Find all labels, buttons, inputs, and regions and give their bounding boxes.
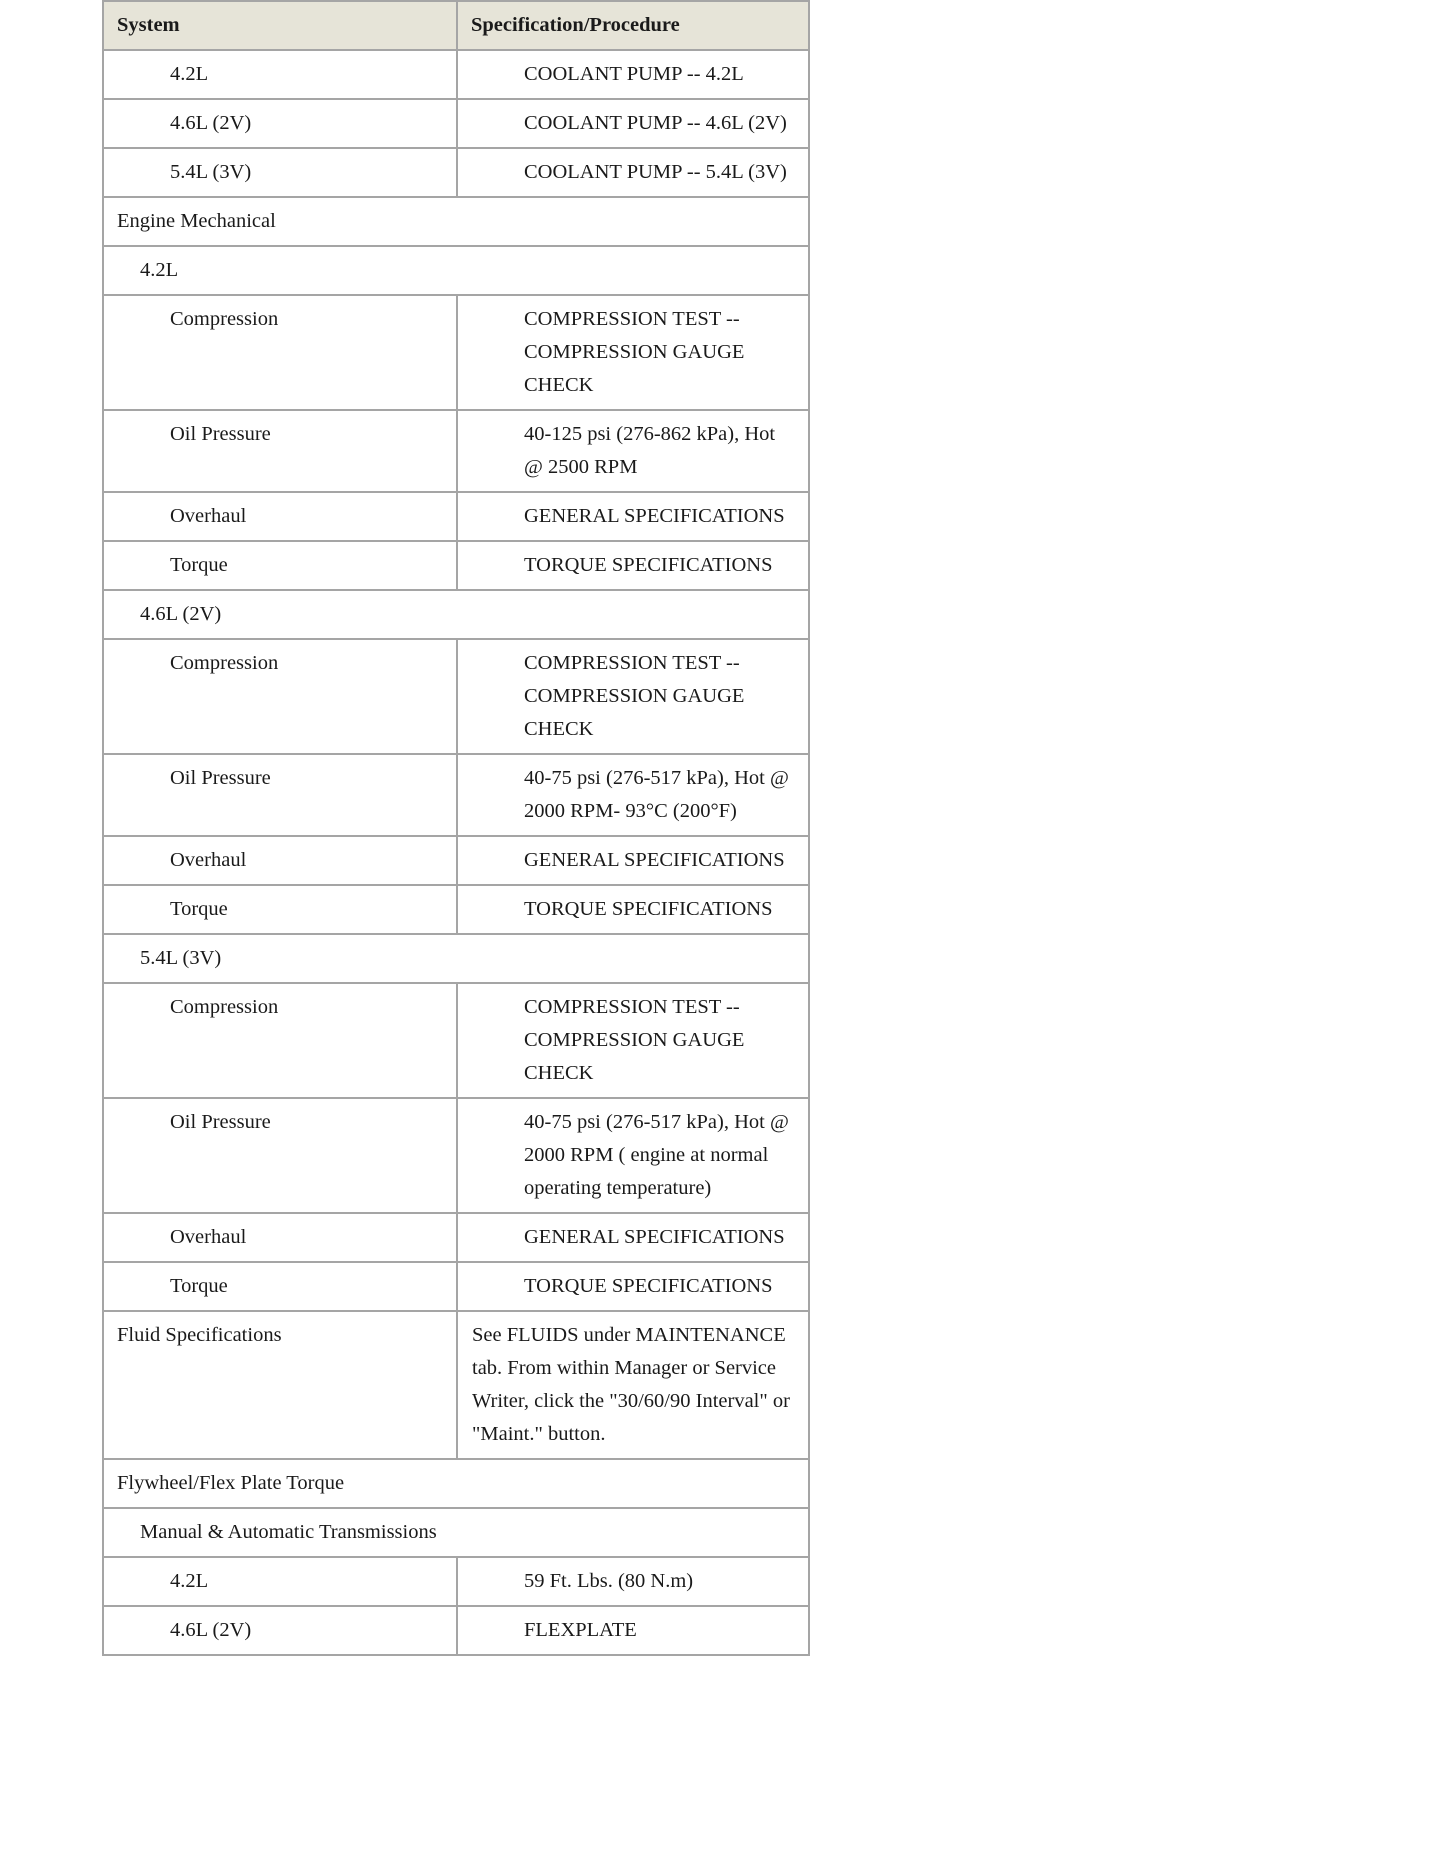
table-row — [103, 148, 809, 197]
system-cell: 4.6L (2V) — [103, 99, 457, 148]
spec-cell: COMPRESSION TEST -- COMPRESSION GAUGE CHECK — [457, 983, 809, 1098]
spec-cell: TORQUE SPECIFICATIONS — [457, 541, 809, 590]
spec-cell: TORQUE SPECIFICATIONS — [457, 1262, 809, 1311]
spec-cell: COMPRESSION TEST -- COMPRESSION GAUGE CHECK — [457, 639, 809, 754]
spec-cell: 40-125 psi (276-862 kPa), Hot @ 2500 RPM — [457, 410, 809, 492]
system-cell: Compression — [103, 295, 457, 410]
system-cell: Overhaul — [103, 492, 457, 541]
system-cell: Fluid Specifications — [103, 1311, 457, 1459]
system-cell: 4.2L — [103, 50, 457, 99]
section-row — [103, 1459, 809, 1508]
table-row — [103, 99, 809, 148]
system-cell: 4.6L (2V) — [103, 1606, 457, 1655]
table-row — [103, 492, 809, 541]
spec-cell: 40-75 psi (276-517 kPa), Hot @ 2000 RPM- 93°C (200°F) — [457, 754, 809, 836]
system-cell: Compression — [103, 983, 457, 1098]
spec-cell: GENERAL SPECIFICATIONS — [457, 836, 809, 885]
table-row — [103, 754, 809, 836]
system-cell: 5.4L (3V) — [103, 148, 457, 197]
table-row — [103, 50, 809, 99]
table-row — [103, 836, 809, 885]
table-body — [103, 50, 809, 1655]
specifications-table — [102, 0, 810, 1656]
section-row — [103, 246, 809, 295]
spec-cell: COOLANT PUMP -- 4.6L (2V) — [457, 99, 809, 148]
system-cell: Torque — [103, 541, 457, 590]
spec-cell: See FLUIDS under MAINTENANCE tab. From within Manager or Service Writer, click the "30/60/90 Interval" or "Maint." button. — [457, 1311, 809, 1459]
table-row — [103, 1311, 809, 1459]
table-row — [103, 1213, 809, 1262]
table-row — [103, 1262, 809, 1311]
table-row — [103, 1606, 809, 1655]
system-cell: Oil Pressure — [103, 754, 457, 836]
section-row — [103, 1508, 809, 1557]
spec-cell: GENERAL SPECIFICATIONS — [457, 492, 809, 541]
system-cell: 4.2L — [103, 1557, 457, 1606]
table-row — [103, 1557, 809, 1606]
table-header — [103, 1, 809, 50]
spec-cell: GENERAL SPECIFICATIONS — [457, 1213, 809, 1262]
section-label: Flywheel/Flex Plate Torque — [103, 1459, 809, 1508]
table-row — [103, 983, 809, 1098]
section-label: 4.2L — [103, 246, 809, 295]
system-cell: Torque — [103, 1262, 457, 1311]
spec-cell: 59 Ft. Lbs. (80 N.m) — [457, 1557, 809, 1606]
system-cell: Overhaul — [103, 836, 457, 885]
spec-cell: COOLANT PUMP -- 5.4L (3V) — [457, 148, 809, 197]
section-row — [103, 934, 809, 983]
section-row — [103, 590, 809, 639]
table-row — [103, 639, 809, 754]
system-cell: Oil Pressure — [103, 1098, 457, 1213]
spec-cell: COOLANT PUMP -- 4.2L — [457, 50, 809, 99]
spec-cell: FLEXPLATE — [457, 1606, 809, 1655]
system-cell: Overhaul — [103, 1213, 457, 1262]
spec-cell: COMPRESSION TEST -- COMPRESSION GAUGE CHECK — [457, 295, 809, 410]
header-system: System — [103, 1, 457, 50]
header-row — [103, 1, 809, 50]
table-row — [103, 410, 809, 492]
section-label: Engine Mechanical — [103, 197, 809, 246]
section-label: Manual & Automatic Transmissions — [103, 1508, 809, 1557]
section-row — [103, 197, 809, 246]
system-cell: Compression — [103, 639, 457, 754]
system-cell: Oil Pressure — [103, 410, 457, 492]
table-row — [103, 885, 809, 934]
spec-cell: 40-75 psi (276-517 kPa), Hot @ 2000 RPM ( engine at normal operating temperature) — [457, 1098, 809, 1213]
section-label: 5.4L (3V) — [103, 934, 809, 983]
table-row — [103, 541, 809, 590]
section-label: 4.6L (2V) — [103, 590, 809, 639]
system-cell: Torque — [103, 885, 457, 934]
table-row — [103, 1098, 809, 1213]
header-spec: Specification/Procedure — [457, 1, 809, 50]
table-row — [103, 295, 809, 410]
spec-cell: TORQUE SPECIFICATIONS — [457, 885, 809, 934]
